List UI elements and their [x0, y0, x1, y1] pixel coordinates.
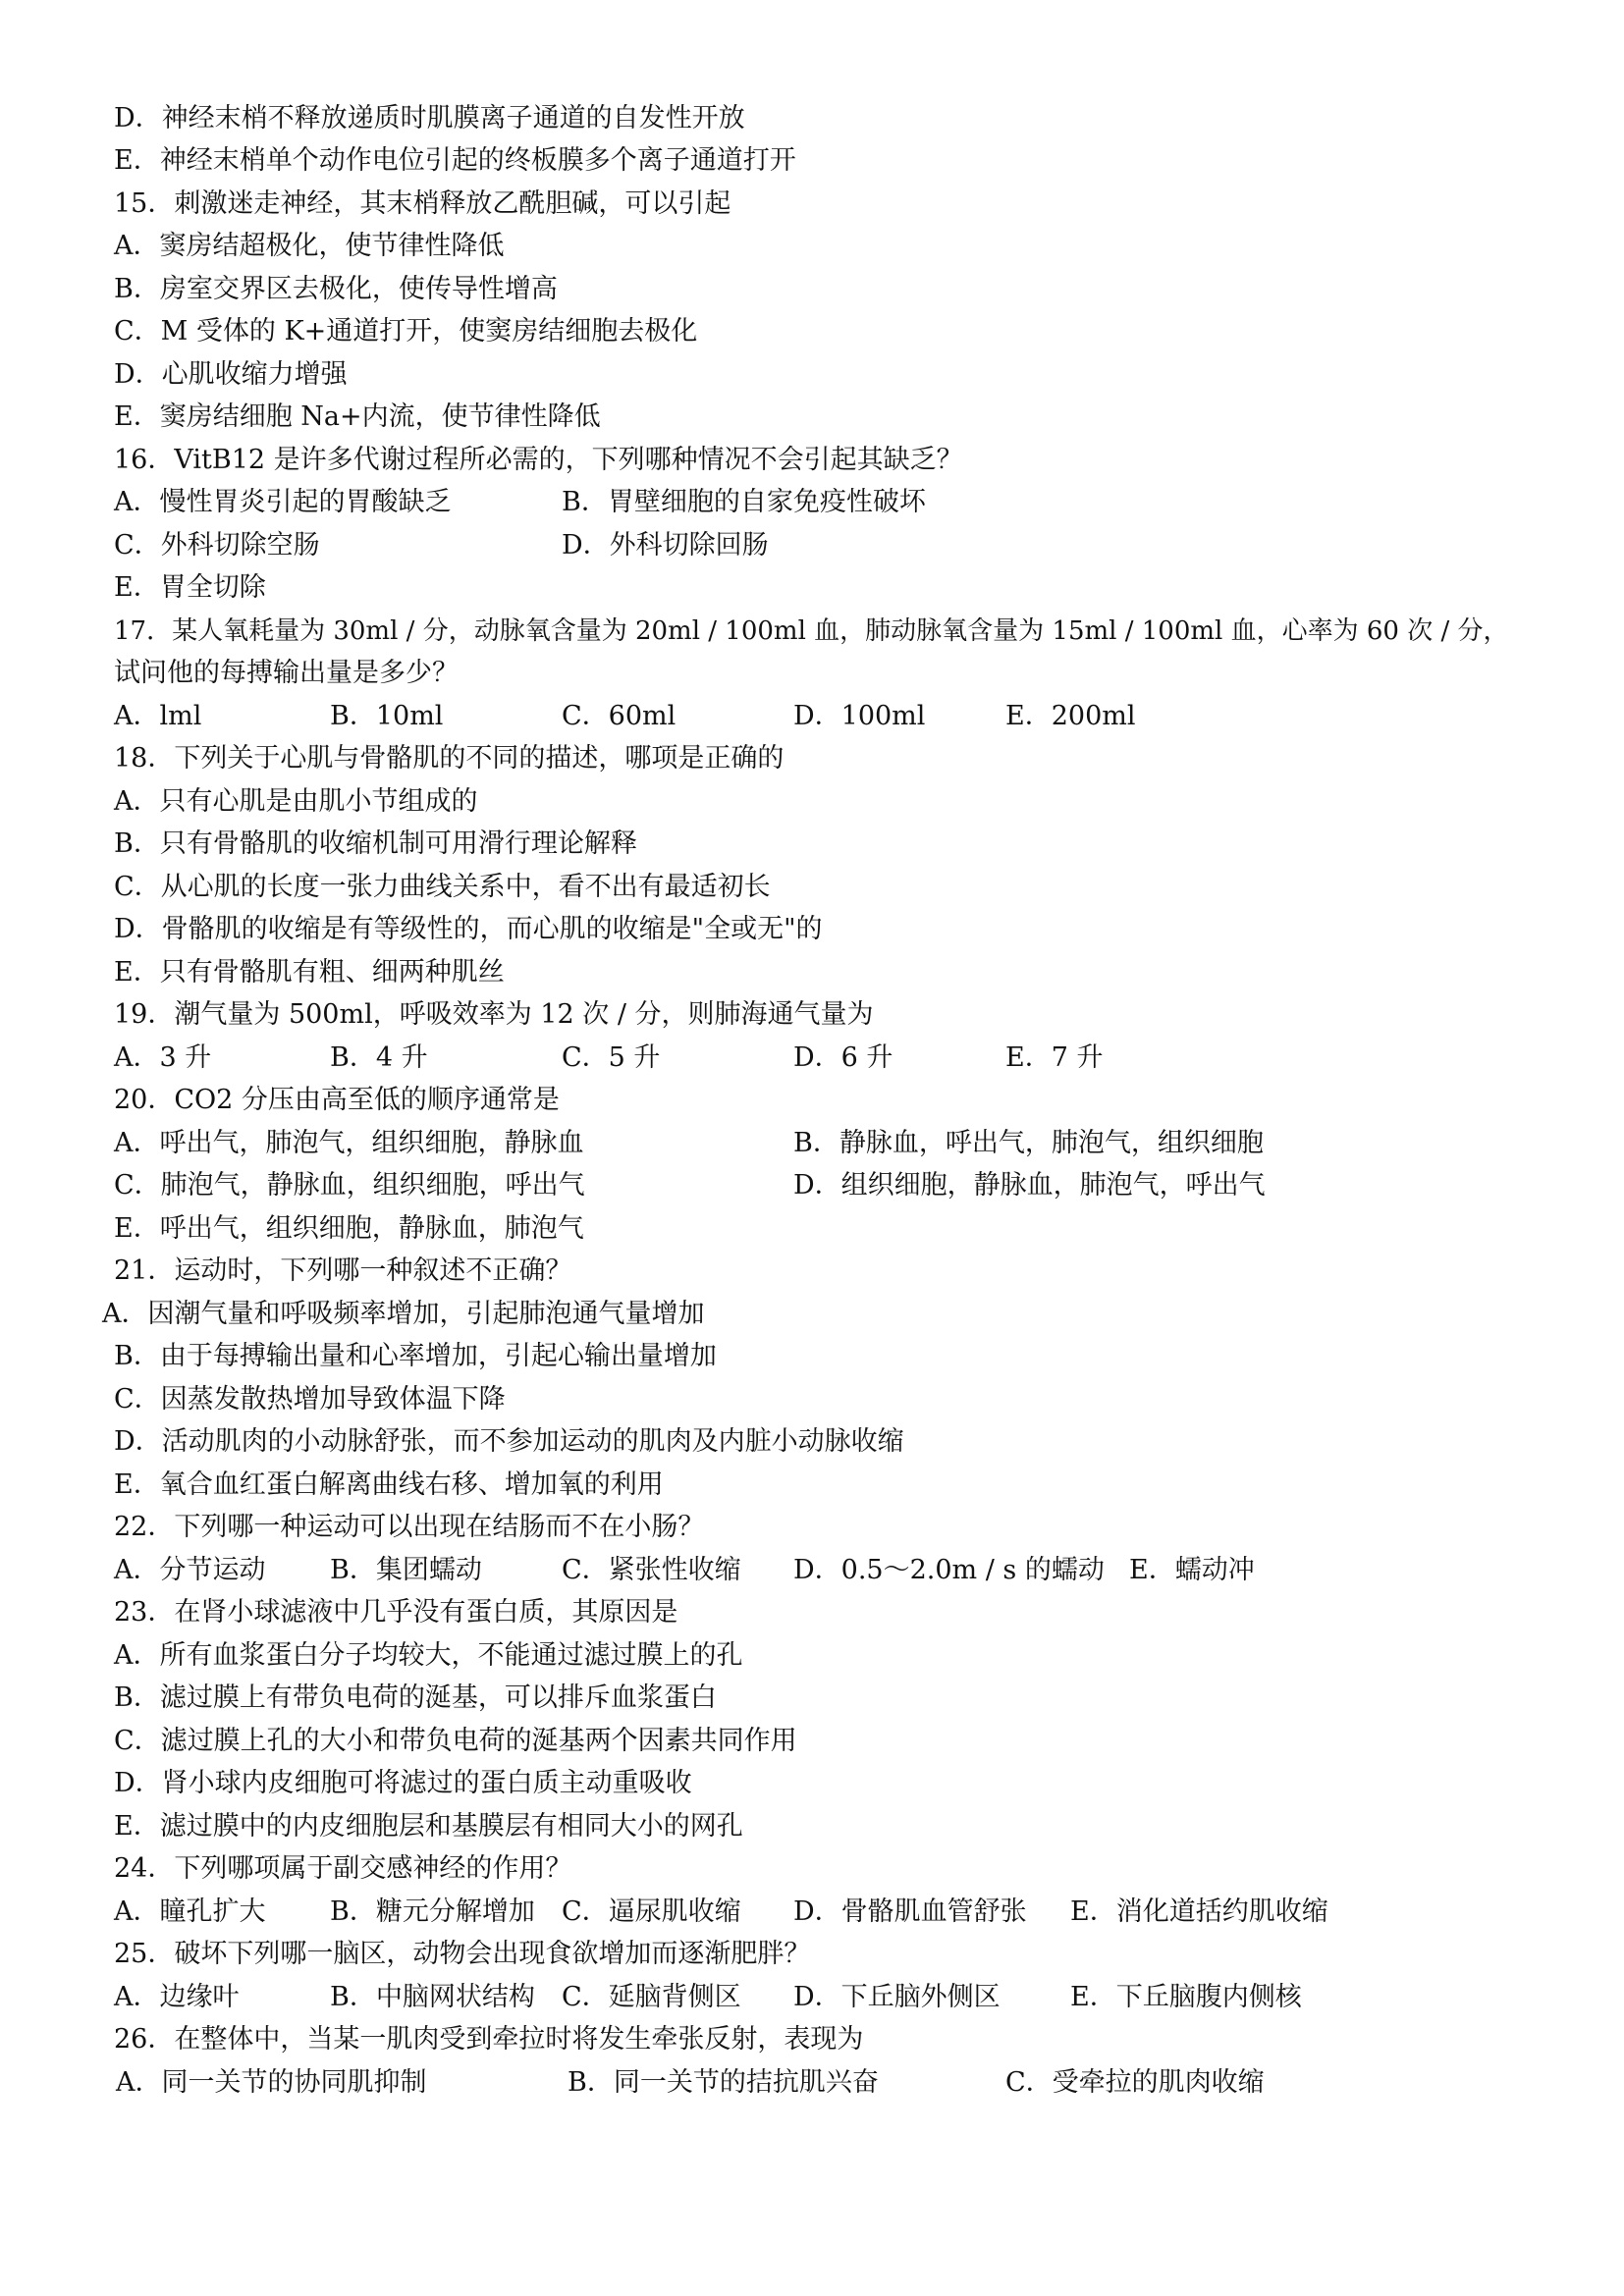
option-line: E．7 升 — [1005, 1042, 1104, 1073]
question-stem: 19．潮气量为 500ml，呼吸效率为 12 次 / 分，则肺海通气量为 — [114, 999, 874, 1030]
option-line: C．逼尿肌收缩 — [562, 1896, 741, 1927]
option-line: B．由于每搏输出量和心率增加，引起心输出量增加 — [114, 1341, 717, 1371]
option-line: C．肺泡气，静脉血，组织细胞，呼出气 — [114, 1170, 585, 1201]
option-line: C．外科切除空肠 — [114, 530, 320, 561]
question-stem: 试问他的每搏输出量是多少？ — [114, 658, 459, 688]
option-line: E．只有骨骼肌有粗、细两种肌丝 — [114, 957, 505, 988]
question-stem: 17．某人氧耗量为 30ml / 分，动脉氧含量为 20ml / 100ml 血，肺动脉氧含量为 15ml / 100ml 血，心率为 60 次 / 分， — [114, 616, 1509, 646]
option-line: E．氧合血红蛋白解离曲线右移、增加氧的利用 — [114, 1469, 664, 1500]
option-line: C．受牵拉的肌肉收缩 — [1005, 2067, 1265, 2098]
option-line: B．集团蠕动 — [330, 1555, 482, 1585]
option-line: B．房室交界区去极化，使传导性增高 — [114, 274, 558, 304]
option-line: D．0.5～2.0m / s 的蠕动 — [793, 1555, 1105, 1585]
question-stem: 23．在肾小球滤液中几乎没有蛋白质，其原因是 — [114, 1597, 678, 1628]
option-line: C．M 受体的 K+通道打开，使窦房结细胞去极化 — [114, 316, 698, 347]
option-line: D．活动肌肉的小动脉舒张，而不参加运动的肌肉及内脏小动脉收缩 — [114, 1426, 904, 1457]
option-line: A．呼出气，肺泡气，组织细胞，静脉血 — [114, 1128, 584, 1158]
option-line: C．紧张性收缩 — [562, 1555, 741, 1585]
option-line: B．静脉血，呼出气，肺泡气，组织细胞 — [793, 1128, 1264, 1158]
option-line: D．组织细胞，静脉血，肺泡气，呼出气 — [793, 1170, 1266, 1201]
option-line: D．肾小球内皮细胞可将滤过的蛋白质主动重吸收 — [114, 1768, 692, 1798]
option-line: B．胃壁细胞的自家免疫性破坏 — [562, 487, 926, 517]
question-stem: 18．下列关于心肌与骨骼肌的不同的描述，哪项是正确的 — [114, 743, 785, 774]
option-line: B．中脑网状结构 — [330, 1982, 535, 2012]
option-line: D．6 升 — [793, 1042, 893, 1073]
option-line: E．消化道括约肌收缩 — [1070, 1896, 1328, 1927]
question-stem: 26．在整体中，当某一肌肉受到牵拉时将发生牵张反射，表现为 — [114, 2024, 864, 2055]
option-line: B．糖元分解增加 — [330, 1896, 535, 1927]
option-line: E．窦房结细胞 Na+内流，使节律性降低 — [114, 401, 601, 432]
option-line: B．10ml — [330, 701, 444, 731]
option-line: C．滤过膜上孔的大小和带负电荷的涎基两个因素共同作用 — [114, 1726, 797, 1756]
option-line: A．因潮气量和呼吸频率增加，引起肺泡通气量增加 — [102, 1299, 705, 1329]
option-line: E．滤过膜中的内皮细胞层和基膜层有相同大小的网孔 — [114, 1811, 743, 1842]
option-line: A．只有心肌是由肌小节组成的 — [114, 786, 478, 817]
option-line: A．边缘叶 — [114, 1982, 240, 2012]
option-line: A．窦房结超极化，使节律性降低 — [114, 231, 505, 261]
option-line: E．200ml — [1005, 701, 1136, 731]
option-line: C．延脑背侧区 — [562, 1982, 741, 2012]
option-line: A．lml — [114, 701, 202, 731]
option-line: A．分节运动 — [114, 1555, 266, 1585]
option-line: E．呼出气，组织细胞，静脉血，肺泡气 — [114, 1213, 584, 1244]
question-stem: 15．刺激迷走神经，其末梢释放乙酰胆碱，可以引起 — [114, 188, 731, 219]
option-line: C．60ml — [562, 701, 677, 731]
option-line: C．5 升 — [562, 1042, 661, 1073]
question-stem: 21．运动时，下列哪一种叙述不正确？ — [114, 1255, 572, 1286]
option-line: E．蠕动冲 — [1129, 1555, 1255, 1585]
option-line: A．瞳孔扩大 — [114, 1896, 266, 1927]
option-line: A．慢性胃炎引起的胃酸缺乏 — [114, 487, 452, 517]
option-line: D．下丘脑外侧区 — [793, 1982, 1001, 2012]
option-line: E．胃全切除 — [114, 572, 266, 603]
option-line: D．100ml — [793, 701, 926, 731]
option-line: C．从心肌的长度一张力曲线关系中，看不出有最适初长 — [114, 872, 771, 902]
question-stem: 25．破坏下列哪一脑区，动物会出现食欲增加而逐渐肥胖？ — [114, 1939, 811, 1969]
option-line: A．3 升 — [114, 1042, 212, 1073]
option-line: E．下丘脑腹内侧核 — [1070, 1982, 1302, 2012]
question-stem: 16．VitB12 是许多代谢过程所必需的，下列哪种情况不会引起其缺乏？ — [114, 445, 963, 475]
option-line: D．心肌收缩力增强 — [114, 359, 348, 390]
question-stem: 24．下列哪项属于副交感神经的作用？ — [114, 1853, 572, 1884]
question-stem: 20．CO2 分压由高至低的顺序通常是 — [114, 1085, 560, 1115]
option-line: B．滤过膜上有带负电荷的涎基，可以排斥血浆蛋白 — [114, 1682, 717, 1713]
option-line: D．外科切除回肠 — [562, 530, 769, 561]
option-line: A．所有血浆蛋白分子均较大，不能通过滤过膜上的孔 — [114, 1640, 743, 1671]
option-line: A．同一关节的协同肌抑制 — [116, 2067, 427, 2098]
question-stem: 22．下列哪一种运动可以出现在结肠而不在小肠？ — [114, 1512, 705, 1542]
option-line: D．骨骼肌血管舒张 — [793, 1896, 1027, 1927]
option-line: C．因蒸发散热增加导致体温下降 — [114, 1384, 506, 1415]
option-line: D．骨骼肌的收缩是有等级性的，而心肌的收缩是"全或无"的 — [114, 914, 823, 944]
option-line: B．4 升 — [330, 1042, 428, 1073]
option-line: B．同一关节的拮抗肌兴奋 — [568, 2067, 879, 2098]
option-line: B．只有骨骼肌的收缩机制可用滑行理论解释 — [114, 828, 637, 859]
option-line: E．神经末梢单个动作电位引起的终板膜多个离子通道打开 — [114, 145, 796, 176]
option-line: D．神经末梢不释放递质时肌膜离子通道的自发性开放 — [114, 103, 745, 133]
